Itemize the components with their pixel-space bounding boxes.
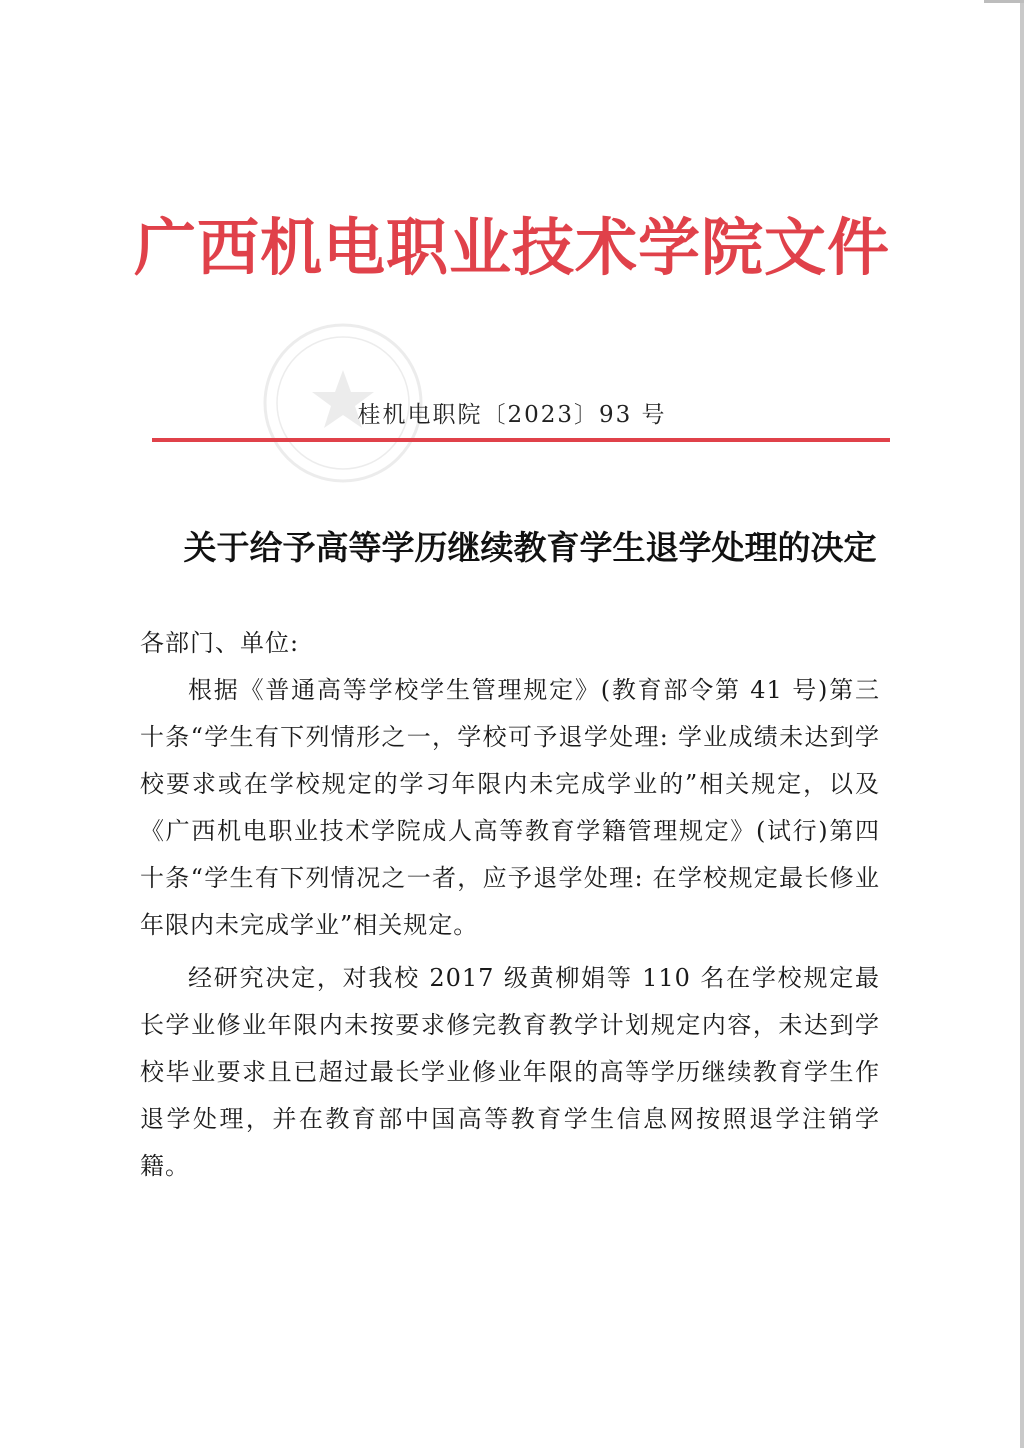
red-divider-line	[152, 438, 890, 442]
document-header-title: 广西机电职业技术学院文件	[133, 211, 890, 284]
document-number: 桂机电职院〔2023〕93 号	[357, 402, 667, 428]
document-body	[140, 620, 880, 1190]
body-paragraph: 经研究决定，对我校 2017 级黄柳娟等 110 名在学校规定最长学业修业年限内未按要求修完教育教学计划规定内容，未达到学校毕业要求且已超过最长学业修业年限的高等学历继续教育学生作退学处理，并在教育部中国高等教育学生信息网按照退学注销学籍。	[140, 964, 880, 1180]
scan-edge-top	[984, 0, 1024, 3]
body-paragraph: 根据《普通高等学校学生管理规定》(教育部令第 41 号)第三十条“学生有下列情形之一，学校可予退学处理: 学业成绩未达到学校要求或在学校规定的学习年限内未完成学业的”相关规定，以及《广西机电职业技术学院成人高等教育学籍管理规定》(试行)第四十条“学生有下列情况之一者，应予退学处理: 在学校规定最长修业年限内未完成学业”相关规定。	[140, 676, 880, 939]
decision-title: 关于给予高等学历继续教育学生退学处理的决定	[183, 528, 877, 567]
salutation: 各部门、单位:	[140, 629, 300, 657]
